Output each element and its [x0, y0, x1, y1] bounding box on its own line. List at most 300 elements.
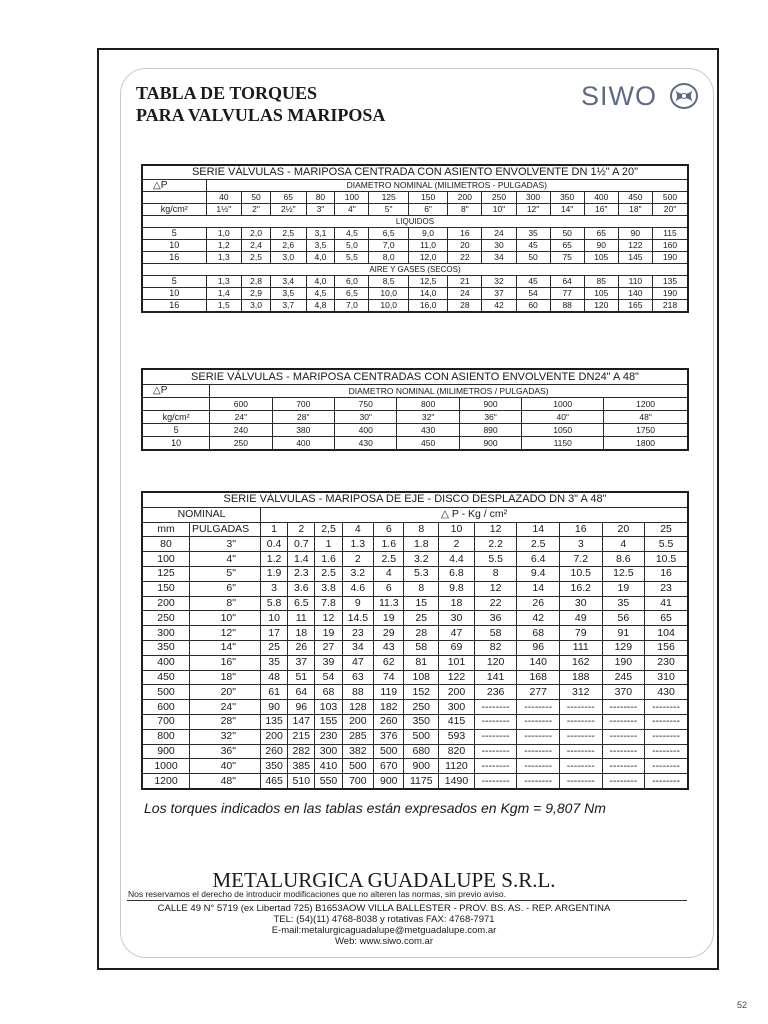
- mm-cell: 700: [142, 714, 190, 729]
- inch-cell: 36": [190, 744, 261, 759]
- pressure-cell: 10: [142, 240, 206, 252]
- value-cell: 12.5: [602, 566, 645, 581]
- table-row: [142, 216, 688, 228]
- mm-cell: 1000: [522, 398, 604, 411]
- value-cell: 27: [315, 640, 342, 655]
- value-cell: 96: [517, 640, 560, 655]
- inch-cell: 28": [272, 411, 334, 424]
- value-cell: 60: [516, 300, 550, 313]
- value-cell: --------: [559, 774, 602, 789]
- value-cell: 6.5: [288, 596, 315, 611]
- value-cell: 1,2: [206, 240, 242, 252]
- value-cell: 11,0: [408, 240, 447, 252]
- value-cell: 250: [210, 437, 272, 451]
- value-cell: 430: [335, 437, 397, 451]
- value-cell: --------: [517, 774, 560, 789]
- inch-cell: 36": [459, 411, 521, 424]
- pressure-header-cell: 2,5: [315, 522, 342, 537]
- value-cell: 10.5: [645, 552, 688, 567]
- value-cell: --------: [517, 759, 560, 774]
- pressure-header-cell: 6: [374, 522, 404, 537]
- value-cell: 550: [315, 774, 342, 789]
- inch-cell: 1½": [206, 204, 242, 216]
- torque-table-centrada-small: [141, 164, 689, 313]
- inch-cell: 32": [190, 729, 261, 744]
- value-cell: 65: [645, 611, 688, 626]
- mm-cell: 150: [142, 581, 190, 596]
- value-cell: 20: [448, 240, 482, 252]
- mm-cell: 80: [306, 192, 335, 204]
- value-cell: 9,0: [408, 228, 447, 240]
- value-cell: 103: [315, 700, 342, 715]
- value-cell: 65: [584, 228, 618, 240]
- mm-cell: 600: [142, 700, 190, 715]
- mm-cell: 125: [142, 566, 190, 581]
- table-row: [142, 759, 688, 774]
- value-cell: 54: [516, 288, 550, 300]
- value-cell: 168: [517, 670, 560, 685]
- value-cell: 382: [342, 744, 373, 759]
- table-row: [142, 228, 688, 240]
- value-cell: 7.8: [315, 596, 342, 611]
- value-cell: 120: [584, 300, 618, 313]
- footer-phone: TEL: (54)(11) 4768-8038 y rotativas FAX: 4768-7971: [273, 914, 495, 925]
- value-cell: 245: [602, 670, 645, 685]
- value-cell: 7.2: [559, 552, 602, 567]
- value-cell: 10,0: [369, 300, 408, 313]
- value-cell: 415: [439, 714, 475, 729]
- value-cell: 1,3: [206, 252, 242, 264]
- pressure-cell: 5: [142, 424, 210, 437]
- value-cell: 42: [482, 300, 516, 313]
- value-cell: 30: [559, 596, 602, 611]
- mm-cell: 100: [142, 552, 190, 567]
- value-cell: 370: [602, 685, 645, 700]
- value-cell: 3,0: [270, 252, 306, 264]
- value-cell: 16: [448, 228, 482, 240]
- value-cell: --------: [517, 700, 560, 715]
- value-cell: --------: [474, 729, 517, 744]
- value-cell: --------: [559, 744, 602, 759]
- value-cell: --------: [602, 774, 645, 789]
- value-cell: --------: [517, 714, 560, 729]
- mm-cell: 80: [142, 537, 190, 552]
- table-row: [142, 180, 688, 192]
- siwo-logo: SIWO: [581, 81, 657, 111]
- value-cell: --------: [474, 714, 517, 729]
- value-cell: 29: [374, 626, 404, 641]
- value-cell: 16: [645, 566, 688, 581]
- torque-table-centrada-large: [141, 368, 689, 451]
- value-cell: 500: [374, 744, 404, 759]
- value-cell: 0.4: [261, 537, 288, 552]
- value-cell: 108: [404, 670, 439, 685]
- mm-cell: 900: [142, 744, 190, 759]
- value-cell: 88: [342, 685, 373, 700]
- value-cell: 6.8: [439, 566, 475, 581]
- value-cell: 19: [374, 611, 404, 626]
- value-cell: 2,6: [270, 240, 306, 252]
- mm-cell: 900: [459, 398, 521, 411]
- value-cell: 152: [404, 685, 439, 700]
- mm-cell: 450: [142, 670, 190, 685]
- value-cell: 14.5: [342, 611, 373, 626]
- inch-cell: 20": [190, 685, 261, 700]
- value-cell: 240: [210, 424, 272, 437]
- value-cell: 3: [559, 537, 602, 552]
- value-cell: 200: [342, 714, 373, 729]
- value-cell: 215: [288, 729, 315, 744]
- value-cell: 141: [474, 670, 517, 685]
- value-cell: 500: [404, 729, 439, 744]
- mm-cell: 200: [142, 596, 190, 611]
- pressure-cell: 10: [142, 288, 206, 300]
- value-cell: 500: [342, 759, 373, 774]
- value-cell: 24: [482, 228, 516, 240]
- mm-cell: 800: [397, 398, 459, 411]
- value-cell: 10: [261, 611, 288, 626]
- value-cell: --------: [559, 759, 602, 774]
- mm-cell: 400: [584, 192, 618, 204]
- value-cell: 23: [342, 626, 373, 641]
- value-cell: 2.5: [517, 537, 560, 552]
- pressure-header-cell: 20: [602, 522, 645, 537]
- mm-cell: 200: [448, 192, 482, 204]
- value-cell: 19: [315, 626, 342, 641]
- value-cell: 155: [315, 714, 342, 729]
- mm-cell: 500: [142, 685, 190, 700]
- value-cell: 3,0: [242, 300, 271, 313]
- inch-cell: 3": [190, 537, 261, 552]
- value-cell: 35: [261, 655, 288, 670]
- value-cell: 1.9: [261, 566, 288, 581]
- value-cell: 190: [652, 252, 688, 264]
- inch-cell: 18": [190, 670, 261, 685]
- value-cell: 700: [342, 774, 373, 789]
- value-cell: 1.8: [404, 537, 439, 552]
- table-row: [142, 596, 688, 611]
- value-cell: 28: [404, 626, 439, 641]
- pressure-header-cell: 14: [517, 522, 560, 537]
- value-cell: 4,5: [306, 288, 335, 300]
- value-cell: 277: [517, 685, 560, 700]
- value-cell: 2,8: [242, 276, 271, 288]
- footer-divider: [127, 900, 687, 901]
- value-cell: 18: [439, 596, 475, 611]
- section-gases: AIRE Y GASES (SECOS): [142, 264, 688, 276]
- table-row: [142, 252, 688, 264]
- value-cell: 16.2: [559, 581, 602, 596]
- value-cell: 101: [439, 655, 475, 670]
- table-row: [142, 655, 688, 670]
- value-cell: 6,0: [335, 276, 369, 288]
- table-row: [142, 581, 688, 596]
- page-title: [136, 82, 385, 126]
- value-cell: 32: [482, 276, 516, 288]
- inch-cell: 16": [190, 655, 261, 670]
- value-cell: 22: [474, 596, 517, 611]
- value-cell: 3,1: [306, 228, 335, 240]
- mm-cell: 150: [408, 192, 447, 204]
- value-cell: 68: [315, 685, 342, 700]
- value-cell: 230: [645, 655, 688, 670]
- table-row: [142, 774, 688, 789]
- value-cell: 122: [618, 240, 652, 252]
- value-cell: 24: [448, 288, 482, 300]
- value-cell: 140: [618, 288, 652, 300]
- value-cell: 105: [584, 288, 618, 300]
- value-cell: 0.7: [288, 537, 315, 552]
- value-cell: 2.5: [315, 566, 342, 581]
- value-cell: 34: [342, 640, 373, 655]
- page-number: 52: [737, 1000, 748, 1010]
- value-cell: --------: [645, 729, 688, 744]
- value-cell: 45: [516, 276, 550, 288]
- value-cell: 9: [342, 596, 373, 611]
- value-cell: 890: [459, 424, 521, 437]
- nominal-label: NOMINAL: [142, 507, 261, 522]
- table-heading-row: [142, 492, 688, 507]
- value-cell: 2,5: [270, 228, 306, 240]
- table-row: [142, 288, 688, 300]
- value-cell: 2: [439, 537, 475, 552]
- value-cell: 820: [439, 744, 475, 759]
- value-cell: 5.5: [645, 537, 688, 552]
- mm-cell: 300: [516, 192, 550, 204]
- value-cell: 34: [482, 252, 516, 264]
- value-cell: 90: [584, 240, 618, 252]
- mm-cell: 750: [335, 398, 397, 411]
- value-cell: 9.8: [439, 581, 475, 596]
- inch-cell: 4": [335, 204, 369, 216]
- mm-cell: 50: [242, 192, 271, 204]
- value-cell: 6,5: [335, 288, 369, 300]
- pressure-cell: 5: [142, 276, 206, 288]
- value-cell: 25: [261, 640, 288, 655]
- value-cell: 400: [335, 424, 397, 437]
- value-cell: 75: [550, 252, 584, 264]
- value-cell: 16,0: [408, 300, 447, 313]
- value-cell: 8,5: [369, 276, 408, 288]
- mm-cell: 250: [482, 192, 516, 204]
- table-row: [142, 240, 688, 252]
- value-cell: 21: [448, 276, 482, 288]
- pressure-header-cell: 4: [342, 522, 373, 537]
- value-cell: 23: [645, 581, 688, 596]
- value-cell: 200: [439, 685, 475, 700]
- value-cell: 30: [439, 611, 475, 626]
- value-cell: 43: [374, 640, 404, 655]
- value-cell: --------: [474, 700, 517, 715]
- value-cell: 260: [261, 744, 288, 759]
- value-cell: 4: [374, 566, 404, 581]
- inch-cell: 20": [652, 204, 688, 216]
- value-cell: 128: [342, 700, 373, 715]
- diameter-label: DIAMETRO NOMINAL (MILIMETROS / PULGADAS): [210, 385, 688, 398]
- valve-disc-icon: [669, 82, 699, 110]
- value-cell: 2,4: [242, 240, 271, 252]
- footer-email: E-mail:metalurgicaguadalupe@metguadalupe.com.ar: [271, 925, 497, 936]
- value-cell: 670: [374, 759, 404, 774]
- value-cell: 96: [288, 700, 315, 715]
- value-cell: 120: [474, 655, 517, 670]
- value-cell: 218: [652, 300, 688, 313]
- inch-cell: 5": [190, 566, 261, 581]
- value-cell: 35: [602, 596, 645, 611]
- value-cell: 65: [550, 240, 584, 252]
- delta-p-label: △ P - Kg / cm²: [261, 507, 689, 522]
- pressure-header-cell: 16: [559, 522, 602, 537]
- mm-cell: 350: [550, 192, 584, 204]
- spacer-cell: [142, 398, 210, 411]
- value-cell: 380: [272, 424, 334, 437]
- value-cell: 3,7: [270, 300, 306, 313]
- value-cell: 3,4: [270, 276, 306, 288]
- inch-cell: 24": [210, 411, 272, 424]
- value-cell: 6,5: [369, 228, 408, 240]
- pressure-cell: 5: [142, 228, 206, 240]
- value-cell: 14: [517, 581, 560, 596]
- inch-cell: 5": [369, 204, 408, 216]
- value-cell: 3: [261, 581, 288, 596]
- inch-cell: 8": [190, 596, 261, 611]
- value-cell: 64: [550, 276, 584, 288]
- value-cell: 74: [374, 670, 404, 685]
- table-row: [142, 566, 688, 581]
- mm-cell: 1000: [142, 759, 190, 774]
- table-row: [142, 522, 688, 537]
- inch-cell: 2": [242, 204, 271, 216]
- delta-p-label: △P: [142, 385, 210, 398]
- value-cell: 5.5: [474, 552, 517, 567]
- value-cell: 85: [584, 276, 618, 288]
- value-cell: 156: [645, 640, 688, 655]
- value-cell: 1,0: [206, 228, 242, 240]
- title-line-1: TABLA DE TORQUES: [136, 83, 318, 103]
- value-cell: 188: [559, 670, 602, 685]
- value-cell: 105: [584, 252, 618, 264]
- value-cell: 1,3: [206, 276, 242, 288]
- value-cell: 1.6: [374, 537, 404, 552]
- mm-label: mm: [142, 522, 190, 537]
- value-cell: 26: [517, 596, 560, 611]
- value-cell: 30: [482, 240, 516, 252]
- inch-cell: 4": [190, 552, 261, 567]
- pressure-cell: 10: [142, 437, 210, 451]
- value-cell: 680: [404, 744, 439, 759]
- value-cell: 400: [272, 437, 334, 451]
- value-cell: --------: [645, 774, 688, 789]
- value-cell: 37: [482, 288, 516, 300]
- value-cell: 1750: [604, 424, 688, 437]
- table-row: [142, 276, 688, 288]
- value-cell: 160: [652, 240, 688, 252]
- inch-label: PULGADAS: [190, 522, 261, 537]
- inch-cell: 40": [522, 411, 604, 424]
- value-cell: 350: [261, 759, 288, 774]
- value-cell: 182: [374, 700, 404, 715]
- value-cell: 51: [288, 670, 315, 685]
- value-cell: 36: [474, 611, 517, 626]
- value-cell: 4,5: [335, 228, 369, 240]
- value-cell: 5.8: [261, 596, 288, 611]
- value-cell: 12: [315, 611, 342, 626]
- value-cell: 4,8: [306, 300, 335, 313]
- mm-cell: 800: [142, 729, 190, 744]
- table-row: [142, 537, 688, 552]
- table-row: [142, 714, 688, 729]
- inch-cell: 8": [448, 204, 482, 216]
- value-cell: 230: [315, 729, 342, 744]
- inch-cell: 32": [397, 411, 459, 424]
- table-row: [142, 744, 688, 759]
- value-cell: 900: [374, 774, 404, 789]
- pressure-header-cell: 25: [645, 522, 688, 537]
- value-cell: 3.2: [342, 566, 373, 581]
- value-cell: 135: [652, 276, 688, 288]
- value-cell: --------: [517, 744, 560, 759]
- value-cell: 236: [474, 685, 517, 700]
- value-cell: 282: [288, 744, 315, 759]
- value-cell: 4: [602, 537, 645, 552]
- value-cell: 90: [261, 700, 288, 715]
- value-cell: 900: [459, 437, 521, 451]
- value-cell: 6.4: [517, 552, 560, 567]
- value-cell: 63: [342, 670, 373, 685]
- value-cell: 1.3: [342, 537, 373, 552]
- table-heading-row: [142, 165, 688, 180]
- company-name: METALURGICA GUADALUPE S.R.L.: [212, 868, 556, 892]
- pressure-header-cell: 1: [261, 522, 288, 537]
- value-cell: 593: [439, 729, 475, 744]
- value-cell: 140: [517, 655, 560, 670]
- value-cell: --------: [474, 744, 517, 759]
- value-cell: 430: [397, 424, 459, 437]
- value-cell: 45: [516, 240, 550, 252]
- mm-cell: 500: [652, 192, 688, 204]
- inch-cell: 12": [190, 626, 261, 641]
- value-cell: 300: [439, 700, 475, 715]
- table-row: [142, 300, 688, 313]
- value-cell: 12: [474, 581, 517, 596]
- value-cell: 18: [288, 626, 315, 641]
- value-cell: 1.2: [261, 552, 288, 567]
- value-cell: 312: [559, 685, 602, 700]
- value-cell: --------: [602, 759, 645, 774]
- inch-cell: 18": [618, 204, 652, 216]
- mm-cell: 400: [142, 655, 190, 670]
- value-cell: 3.2: [404, 552, 439, 567]
- inch-cell: 48": [604, 411, 688, 424]
- value-cell: 310: [645, 670, 688, 685]
- value-cell: 111: [559, 640, 602, 655]
- value-cell: 260: [374, 714, 404, 729]
- table-row: [142, 411, 688, 424]
- inch-cell: 14": [550, 204, 584, 216]
- value-cell: 2,0: [242, 228, 271, 240]
- value-cell: --------: [559, 714, 602, 729]
- table-row: [142, 729, 688, 744]
- value-cell: 90: [618, 228, 652, 240]
- pressure-header-cell: 10: [439, 522, 475, 537]
- inch-cell: 28": [190, 714, 261, 729]
- value-cell: 50: [550, 228, 584, 240]
- value-cell: 10.5: [559, 566, 602, 581]
- mm-cell: 700: [272, 398, 334, 411]
- value-cell: 88: [550, 300, 584, 313]
- value-cell: --------: [602, 729, 645, 744]
- value-cell: 1.6: [315, 552, 342, 567]
